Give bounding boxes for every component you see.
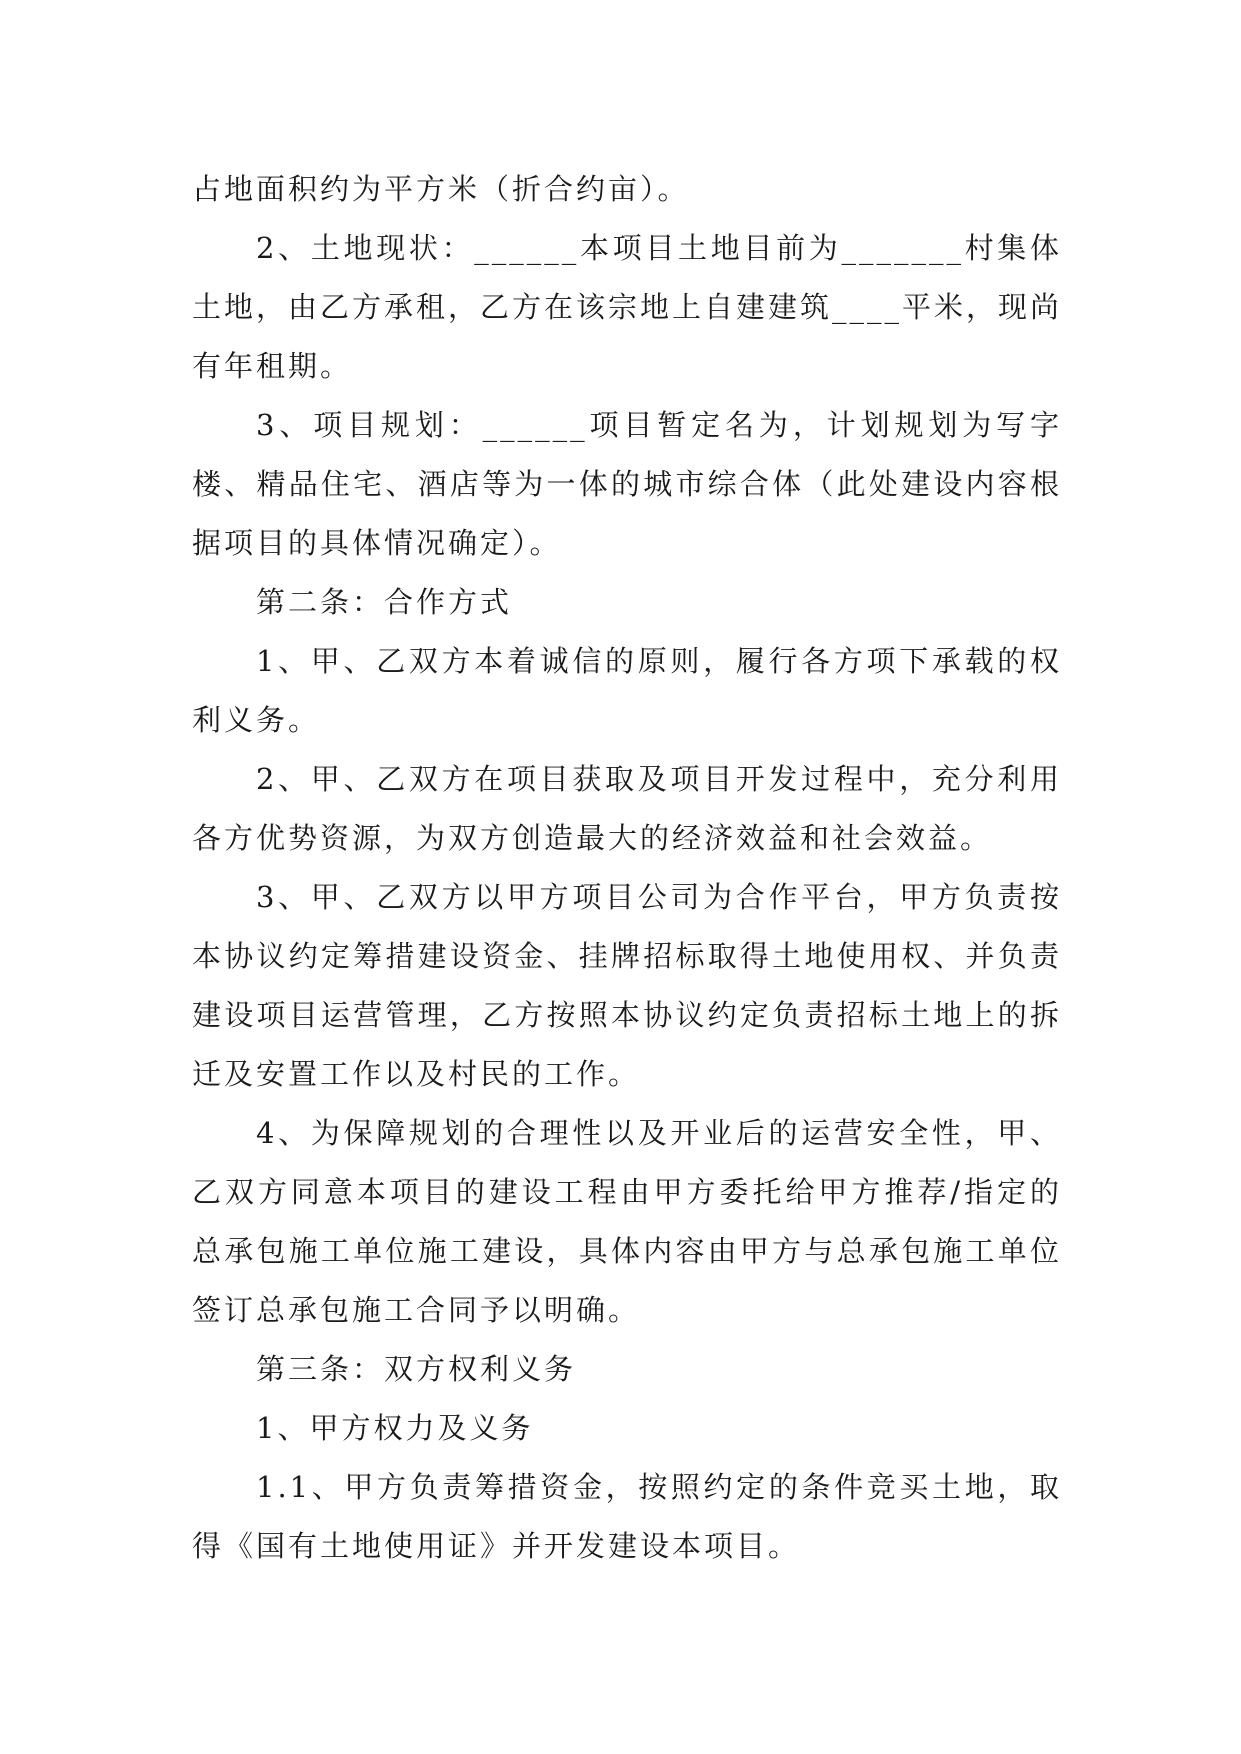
paragraph-project-planning: 3、项目规划：______项目暂定名为，计划规划为写字楼、精品住宅、酒店等为一体的城市综合体（此处建设内容根据项目的具体情况确定）。 bbox=[192, 408, 1062, 560]
heading-article-two: 第二条：合作方式 bbox=[256, 585, 513, 619]
paragraph-land-status: 2、土地现状：______本项目土地目前为_______村集体土地，由乙方承租，乙方在该宗地上自建建筑____平米，现尚有年租期。 bbox=[192, 231, 1063, 383]
paragraph-cooperation-2: 2、甲、乙双方在项目获取及项目开发过程中，充分利用各方优势资源，为双方创造最大的经济效益和社会效益。 bbox=[192, 762, 1062, 855]
subheading-party-a-rights: 1、甲方权力及义务 bbox=[256, 1411, 534, 1445]
paragraph-cooperation-1: 1、甲、乙双方本着诚信的原则，履行各方项下承载的权利义务。 bbox=[192, 644, 1062, 737]
paragraph-party-a-1-1: 1.1、甲方负责筹措资金，按照约定的条件竞买土地，取得《国有土地使用证》并开发建设本项目。 bbox=[192, 1470, 1062, 1563]
paragraph-cooperation-3: 3、甲、乙双方以甲方项目公司为合作平台，甲方负责按本协议约定筹措建设资金、挂牌招标取得土地使用权、并负责建设项目运营管理，乙方按照本协议约定负责招标土地上的拆迁及安置工作以及村民的工作。 bbox=[192, 880, 1062, 1091]
paragraph-land-area: 占地面积约为平方米（折合约亩）。 bbox=[192, 172, 690, 206]
heading-article-three: 第三条：双方权利义务 bbox=[256, 1352, 577, 1386]
document-body bbox=[192, 160, 1062, 1576]
paragraph-cooperation-4: 4、为保障规划的合理性以及开业后的运营安全性，甲、乙双方同意本项目的建设工程由甲方委托给甲方推荐/指定的总承包施工单位施工建设，具体内容由甲方与总承包施工单位签订总承包施工合同予以明确。 bbox=[192, 1116, 1062, 1327]
